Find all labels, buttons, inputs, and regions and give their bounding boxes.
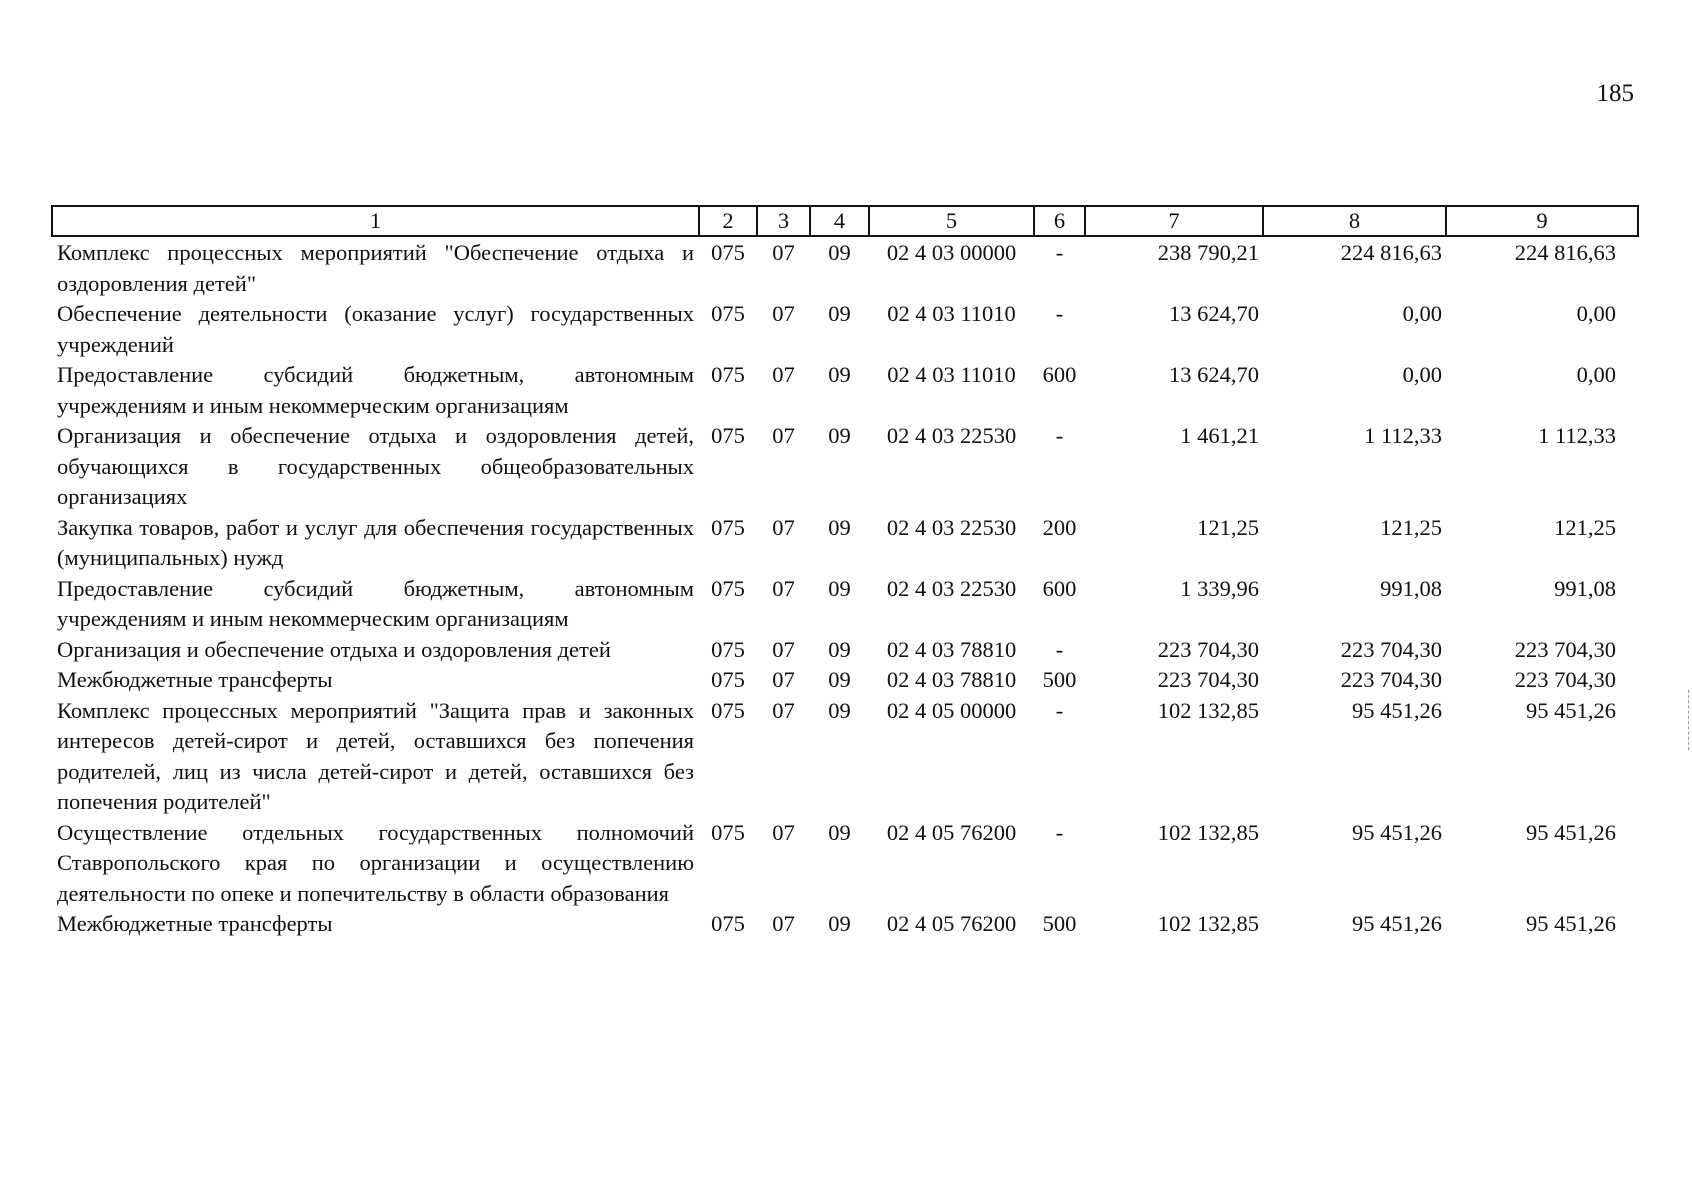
table-row [52,635,1638,666]
cell-amount-col8: 223 704,30 [1340,667,1442,692]
cell-expense-type: 500 [1042,667,1077,692]
cell-admin-code: 075 [711,911,745,936]
table-row [52,818,1638,910]
cell-subsection: 09 [828,819,851,845]
table-row [52,665,1638,696]
cell-target-article: 02 4 03 00000 [886,240,1017,265]
cell-section: 07 [772,362,795,387]
cell-admin-code: 075 [711,819,745,845]
cell-section: 07 [772,514,795,540]
cell-amount-col7: 223 704,30 [1157,667,1259,692]
cell-target-article: 02 4 05 00000 [886,697,1017,723]
cell-amount-col9: 0,00 [1576,362,1616,387]
cell-name: Межбюджетные трансферты [57,911,333,936]
cell-expense-type: 600 [1042,575,1077,601]
cell-expense-type: - [1055,697,1064,723]
cell-subsection: 09 [828,911,851,936]
table-row [52,513,1638,574]
cell-expense-type: 500 [1042,911,1077,936]
cell-amount-col8: 1 112,33 [1364,423,1442,448]
cell-section: 07 [772,575,795,601]
table-row [52,574,1638,635]
cell-expense-type: - [1055,301,1064,326]
cell-amount-col8: 0,00 [1402,362,1442,387]
cell-admin-code: 075 [711,423,745,448]
cell-amount-col7: 1 339,96 [1180,575,1259,601]
cell-amount-col8: 991,08 [1380,575,1442,601]
table-row [52,299,1638,360]
cell-subsection: 09 [828,575,851,601]
cell-admin-code: 075 [711,362,745,387]
cell-expense-type: 200 [1042,514,1077,540]
scan-margin-marks [1688,690,1692,750]
cell-name: Комплекс процессных мероприятий "Обеспечение отдыха и оздоровления детей" [57,240,694,296]
cell-admin-code: 075 [711,636,745,662]
cell-amount-col8: 95 451,26 [1352,911,1442,936]
cell-target-article: 02 4 03 11010 [887,301,1016,326]
cell-amount-col9: 95 451,26 [1526,819,1616,845]
cell-amount-col9: 121,25 [1554,514,1616,540]
cell-amount-col7: 13 624,70 [1169,362,1259,387]
cell-section: 07 [772,636,795,662]
table-row [52,236,1638,299]
cell-name: Организация и обеспечение отдыха и оздоровления детей [57,636,611,662]
cell-subsection: 09 [828,423,851,448]
cell-name: Закупка товаров, работ и услуг для обеспечения государственных (муниципальных) нужд [57,514,694,570]
cell-amount-col9: 95 451,26 [1526,911,1616,936]
cell-subsection: 09 [828,240,851,265]
cell-section: 07 [772,911,795,936]
cell-target-article: 02 4 03 22530 [886,575,1017,601]
cell-amount-col7: 102 132,85 [1157,819,1259,845]
cell-amount-col9: 95 451,26 [1526,697,1616,723]
cell-section: 07 [772,301,795,326]
cell-target-article: 02 4 05 76200 [886,911,1017,936]
cell-target-article: 02 4 03 78810 [886,636,1017,662]
cell-amount-col7: 223 704,30 [1157,636,1259,662]
column-header: 9 [1446,206,1638,236]
table-row [52,909,1638,940]
column-header: 5 [869,206,1034,236]
cell-amount-col9: 991,08 [1554,575,1616,601]
cell-name: Организация и обеспечение отдыха и оздоровления детей, обучающихся в государственных общеобразовательных организациях [57,423,694,509]
cell-subsection: 09 [828,667,851,692]
cell-amount-col9: 223 704,30 [1514,667,1616,692]
cell-amount-col8: 223 704,30 [1340,636,1442,662]
cell-amount-col8: 224 816,63 [1340,240,1442,265]
column-header: 8 [1263,206,1446,236]
cell-expense-type: 600 [1042,362,1077,387]
table-body [52,236,1638,940]
cell-name: Предоставление субсидий бюджетным, автономным учреждениям и иным некоммерческим организациям [57,362,694,418]
column-header: 4 [810,206,869,236]
cell-section: 07 [772,819,795,845]
column-header: 7 [1085,206,1263,236]
cell-target-article: 02 4 03 22530 [886,423,1017,448]
header-row [52,206,1638,236]
cell-section: 07 [772,697,795,723]
cell-admin-code: 075 [711,575,745,601]
cell-admin-code: 075 [711,301,745,326]
column-header: 6 [1034,206,1085,236]
cell-amount-col9: 224 816,63 [1514,240,1616,265]
cell-amount-col8: 0,00 [1402,301,1442,326]
cell-target-article: 02 4 05 76200 [886,819,1017,845]
cell-target-article: 02 4 03 11010 [887,362,1016,387]
cell-amount-col9: 1 112,33 [1538,423,1616,448]
cell-amount-col7: 1 461,21 [1180,423,1259,448]
cell-amount-col7: 13 624,70 [1169,301,1259,326]
cell-name: Предоставление субсидий бюджетным, автономным учреждениям и иным некоммерческим организациям [57,575,694,631]
cell-name: Межбюджетные трансферты [57,667,333,692]
cell-expense-type: - [1055,423,1064,448]
column-header: 1 [52,206,699,236]
cell-subsection: 09 [828,697,851,723]
cell-amount-col7: 121,25 [1197,514,1259,540]
cell-amount-col9: 223 704,30 [1514,636,1616,662]
cell-amount-col9: 0,00 [1576,301,1616,326]
budget-table [51,205,1639,940]
cell-amount-col8: 121,25 [1380,514,1442,540]
cell-amount-col8: 95 451,26 [1352,697,1442,723]
cell-admin-code: 075 [711,514,745,540]
table-row [52,421,1638,513]
cell-name: Обеспечение деятельности (оказание услуг) государственных учреждений [57,301,694,357]
column-header: 3 [757,206,810,236]
cell-expense-type: - [1055,636,1064,662]
cell-name: Комплекс процессных мероприятий "Защита прав и законных интересов детей-сирот и детей, оставшихся без попечения родителей, лиц из числа детей-сирот и детей, оставшихся без попечения родителей" [57,697,694,814]
cell-target-article: 02 4 03 22530 [886,514,1017,540]
cell-section: 07 [772,423,795,448]
cell-amount-col7: 102 132,85 [1157,697,1259,723]
cell-subsection: 09 [828,636,851,662]
table-header [52,206,1638,236]
cell-subsection: 09 [828,301,851,326]
column-header: 2 [699,206,757,236]
cell-section: 07 [772,240,795,265]
cell-amount-col7: 238 790,21 [1157,240,1259,265]
cell-expense-type: - [1055,819,1064,845]
cell-section: 07 [772,667,795,692]
cell-subsection: 09 [828,362,851,387]
cell-name: Осуществление отдельных государственных полномочий Ставропольского края по организации и осуществлению деятельности по опеке и попечительству в области образования [57,819,694,906]
page-number: 185 [1596,80,1634,107]
cell-admin-code: 075 [711,697,745,723]
cell-subsection: 09 [828,514,851,540]
cell-admin-code: 075 [711,667,745,692]
cell-expense-type: - [1055,240,1064,265]
cell-admin-code: 075 [711,240,745,265]
cell-target-article: 02 4 03 78810 [886,667,1017,692]
cell-amount-col8: 95 451,26 [1352,819,1442,845]
table-row [52,360,1638,421]
table-row [52,696,1638,818]
cell-amount-col7: 102 132,85 [1157,911,1259,936]
